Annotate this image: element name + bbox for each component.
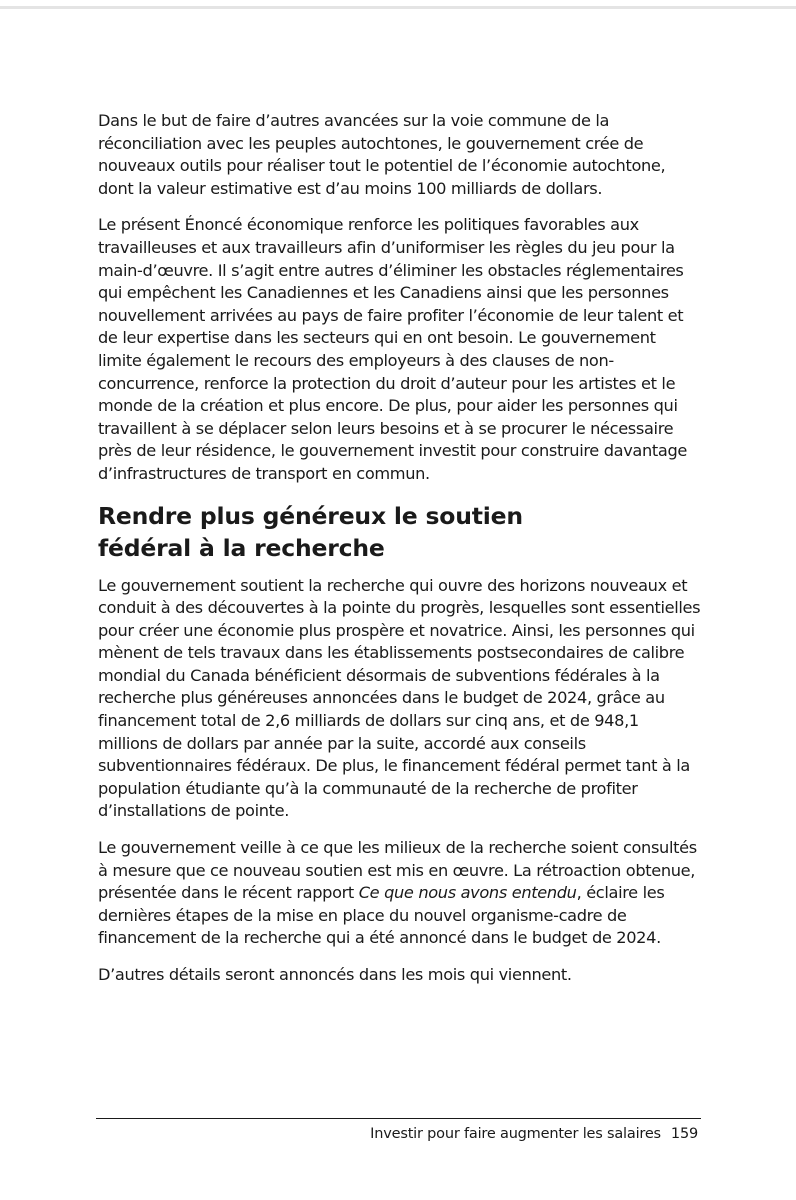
consultation-text-after: , éclaire les dernières étapes de la mise en place du nouvel organisme-cadre de financement de la recherche qui a été annoncé dans le budget de 2024.: [98, 883, 665, 948]
report-title: Ce que nous avons entendu: [358, 883, 577, 903]
section-heading-research: Rendre plus généreux le soutien fédéral à la recherche: [98, 501, 523, 562]
footer-divider: [96, 1118, 701, 1119]
paragraph-research-support: Le gouvernement soutient la recherche qui ouvre des horizons nouveaux et conduit à des découvertes à la pointe du progrès, lesquelles sont essentielles pour créer une économie plus prospère et novatrice. Ainsi, les personnes qui mènent de tels travaux dans les établissements postsecondaires de calibre mondial du Canada bénéficient désormais de subventions fédérales à la recherche plus généreuses annoncées dans le budget de 2024, grâce au financement total de 2,6 milliards de dollars sur cinq ans, et de 948,1 millions de dollars par année par la suite, accordé aux conseils subventionnaires fédéraux. De plus, le financement fédéral permet tant à la population étudiante qu’à la communauté de la recherche de profiter d’installations de pointe.: [98, 575, 701, 821]
page-footer: [370, 1124, 698, 1144]
page-number: 159: [670, 1126, 698, 1142]
consultation-text-before: Le gouvernement veille à ce que les milieux de la recherche soient consultés à mesure que ce nouveau soutien est mis en œuvre. La rétroaction obtenue, présentée dans le récent rapport: [98, 838, 697, 903]
page-body: [98, 110, 702, 1001]
paragraph-consultation: [98, 837, 702, 950]
paragraph-reconciliation: Dans le but de faire d’autres avancées sur la voie commune de la réconciliation avec les peuples autochtones, le gouvernement crée de nouveaux outils pour réaliser tout le potentiel de l’économie autochtone, dont la valeur estimative est d’au moins 100 milliards de dollars.: [98, 111, 666, 198]
paragraph-economic-statement: Le présent Énoncé économique renforce les politiques favorables aux travailleuses et aux travailleurs afin d’uniformiser les règles du jeu pour la main-d’œuvre. Il s’agit entre autres d’éliminer les obstacles réglementaires qui empêchent les Canadiennes et les Canadiens ainsi que les personnes nouvellement arrivées au pays de faire profiter l’économie de leur talent et de leur expertise dans les secteurs qui en ont besoin. Le gouvernement limite également le recours des employeurs à des clauses de non-concurrence, renforce la protection du droit d’auteur pour les artistes et le monde de la création et plus encore. De plus, pour aider les personnes qui travaillent à se déplacer selon leurs besoins et à se procurer le nécessaire près de leur résidence, le gouvernement investit pour construire davantage d’infrastructures de transport en commun.: [98, 215, 688, 483]
paragraph-more-details: D’autres détails seront annoncés dans les mois qui viennent.: [98, 965, 572, 984]
footer-chapter-title: Investir pour faire augmenter les salaires: [370, 1126, 661, 1142]
top-page-border: [0, 6, 796, 9]
